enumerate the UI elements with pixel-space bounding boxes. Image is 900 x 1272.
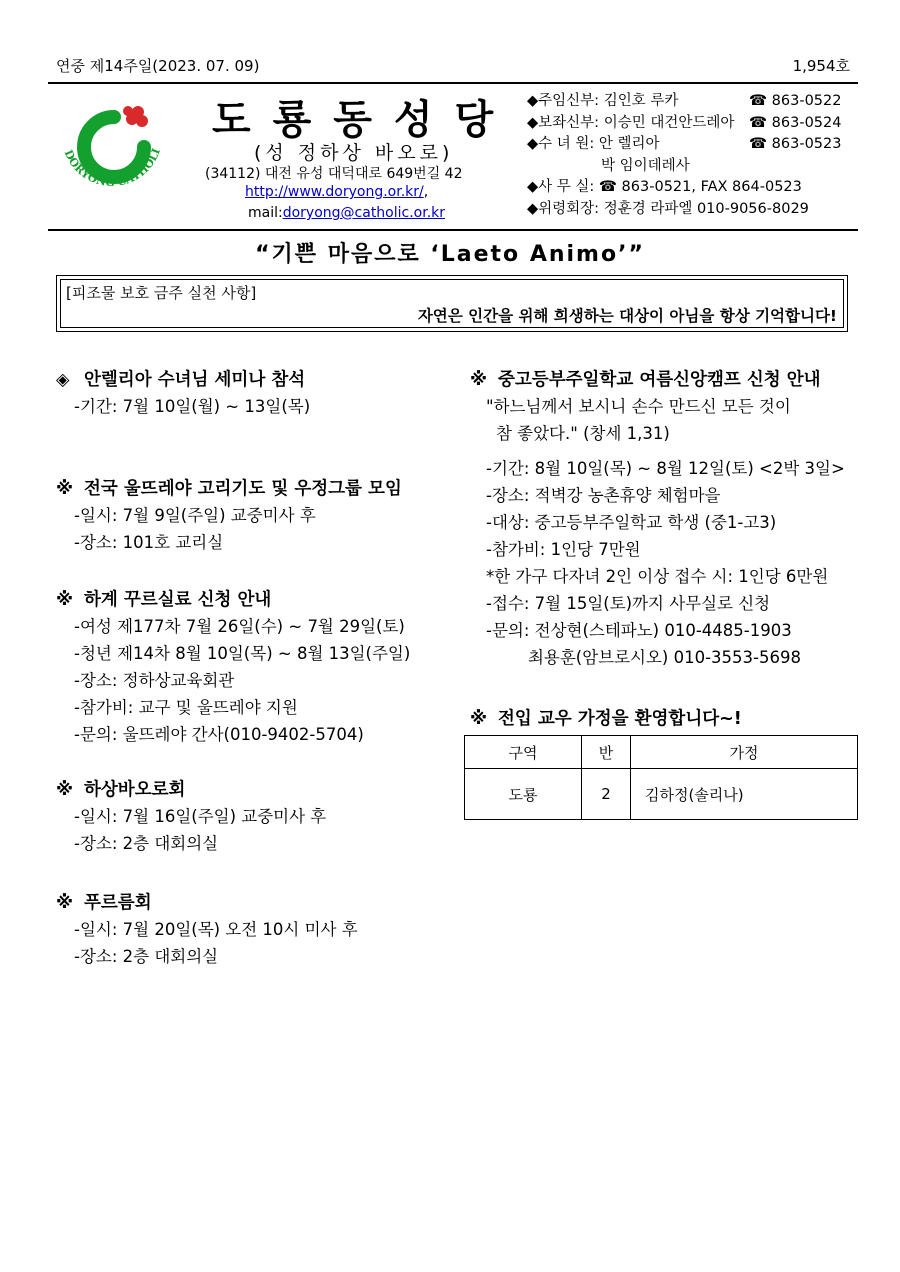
- section-seminar: [56, 367, 310, 420]
- section-title: 안렐리아 수녀님 세미나 참석: [84, 370, 306, 390]
- contact-label: ◆위령회장:: [527, 200, 600, 217]
- section-title: 하계 꾸르실료 신청 안내: [84, 590, 272, 610]
- top-rule: [48, 82, 858, 84]
- welcome-table: [464, 735, 858, 820]
- motto: “기쁜 마음으로 ‘Laeto Animo’”: [255, 242, 645, 267]
- table-header: 반: [582, 736, 631, 769]
- section-mark: ◈: [56, 370, 70, 390]
- website-row: [245, 184, 428, 200]
- section-line: -장소: 2층 대회의실: [74, 947, 219, 966]
- section-line: -대상: 중고등부주일학교 학생 (중1-고3): [486, 513, 777, 532]
- section-line: -문의: 전상현(스테파노) 010-4485-1903: [486, 621, 792, 640]
- section-pureureum: [56, 890, 358, 970]
- header-rule: [48, 229, 858, 231]
- table-header: 구역: [465, 736, 582, 769]
- section-line: -참가비: 1인당 7만원: [486, 540, 641, 559]
- comma: ,: [423, 184, 429, 200]
- section-title: 전입 교우 가정을 환영합니다~!: [498, 709, 742, 729]
- section-line: -장소: 2층 대회의실: [74, 834, 219, 853]
- section-mark: ※: [56, 479, 74, 499]
- section-title: 중고등부주일학교 여름신앙캠프 신청 안내: [498, 370, 821, 390]
- contact-name: 김인호 루카: [603, 93, 679, 109]
- section-mark: ※: [470, 370, 488, 390]
- contact-name: 박 임이데레사: [601, 157, 690, 174]
- section-line: -장소: 정하상교육회관: [74, 671, 235, 690]
- website-link[interactable]: http://www.doryong.or.kr/: [245, 184, 424, 200]
- section-line: 최용훈(암브로시오) 010-3553-5698: [486, 648, 801, 667]
- section-line: -참가비: 교구 및 울뜨레야 지원: [74, 698, 298, 717]
- section-line: -청년 제14차 8월 10일(목) ~ 8월 13일(주일): [74, 644, 411, 663]
- contact-row: [527, 113, 857, 135]
- contact-label: ◆사 무 실:: [527, 179, 595, 195]
- issue-date: 연중 제14주일(2023. 07. 09): [56, 57, 260, 75]
- contact-label: ◆보좌신부:: [527, 114, 600, 131]
- patron-name: (성 정하상 바오로): [254, 142, 454, 164]
- section-ultreya: [56, 476, 402, 556]
- table-header-row: [465, 736, 858, 769]
- contact-phone: ☎ 863-0524: [749, 114, 842, 131]
- section-cursillo: [56, 587, 410, 748]
- mail-label: mail:: [248, 205, 283, 221]
- camp-quote: 참 좋았다." (창세 1,31): [496, 424, 670, 443]
- section-line: -기간: 7월 10일(월) ~ 13일(목): [74, 397, 311, 416]
- contact-phone: ☎ 863-0523: [749, 136, 842, 152]
- section-mark: ※: [56, 780, 74, 800]
- section-line: *한 가구 다자녀 2인 이상 접수 시: 1인당 6만원: [486, 567, 829, 586]
- section-line: -장소: 101호 교리실: [74, 533, 224, 552]
- section-line: -접수: 7월 15일(토)까지 사무실로 신청: [486, 594, 771, 613]
- section-line: -일시: 7월 20일(목) 오전 10시 미사 후: [74, 920, 358, 939]
- church-name: 도룡동성당: [212, 97, 516, 143]
- contact-name: 이승민 대건안드레아: [603, 114, 735, 131]
- section-title: 전국 울뜨레야 고리기도 및 우정그룹 모임: [84, 479, 402, 499]
- table-cell: 도룡: [465, 769, 582, 820]
- table-header: 가정: [631, 736, 858, 769]
- contact-label: ◆수 녀 원:: [527, 136, 595, 152]
- contact-name: ☎ 863-0521, FAX 864-0523: [598, 179, 802, 195]
- notice-box: [56, 275, 848, 332]
- section-line: -장소: 적벽강 농촌휴양 체험마을: [486, 486, 721, 505]
- section-mark: ※: [470, 709, 488, 729]
- contact-list: [527, 91, 857, 220]
- notice-text: 자연은 인간을 위해 희생하는 대상이 아님을 항상 기억합니다!: [417, 307, 837, 325]
- table-cell: 김하정(솔리나): [631, 769, 858, 820]
- notice-title: [피조물 보호 금주 실천 사항]: [66, 284, 257, 302]
- section-line: -일시: 7월 16일(주일) 교중미사 후: [74, 807, 327, 826]
- mail-row: [248, 205, 445, 221]
- section-hasang: [56, 777, 326, 857]
- table-cell: 2: [582, 769, 631, 820]
- section-mark: ※: [56, 590, 74, 610]
- contact-row: [527, 91, 857, 113]
- contact-name: 정훈경 라파엘 010-9056-8029: [603, 200, 809, 217]
- section-youth-camp: [470, 367, 845, 671]
- contact-row: [527, 177, 857, 199]
- logo-text: DORYONG CATHOLI: [61, 146, 163, 190]
- church-address: (34112) 대전 유성 대덕대로 649번길 42: [205, 166, 463, 182]
- section-line: -여성 제177차 7월 26일(수) ~ 7월 29일(토): [74, 617, 405, 636]
- contact-label: ◆주임신부:: [527, 93, 600, 109]
- section-line: -문의: 울뜨레야 간사(010-9402-5704): [74, 725, 364, 744]
- church-logo: [52, 95, 172, 215]
- mail-link[interactable]: doryong@catholic.or.kr: [282, 205, 446, 221]
- section-line: -일시: 7월 9일(주일) 교중미사 후: [74, 506, 316, 525]
- section-title: 푸르름회: [84, 893, 152, 913]
- contact-phone: ☎ 863-0522: [749, 93, 842, 109]
- section-title: 하상바오로회: [84, 780, 186, 800]
- issue-number: 1,954호: [792, 57, 850, 75]
- contact-row: [527, 199, 857, 221]
- contact-name: 안 렐리아: [598, 136, 660, 152]
- contact-row: [527, 134, 857, 156]
- table-row: [465, 769, 858, 820]
- contact-row: [527, 156, 857, 178]
- section-welcome: [470, 706, 742, 732]
- camp-quote: "하느님께서 보시니 손수 만드신 모든 것이: [486, 397, 791, 416]
- section-mark: ※: [56, 893, 74, 913]
- section-line: -기간: 8월 10일(목) ~ 8월 12일(토) <2박 3일>: [486, 459, 845, 478]
